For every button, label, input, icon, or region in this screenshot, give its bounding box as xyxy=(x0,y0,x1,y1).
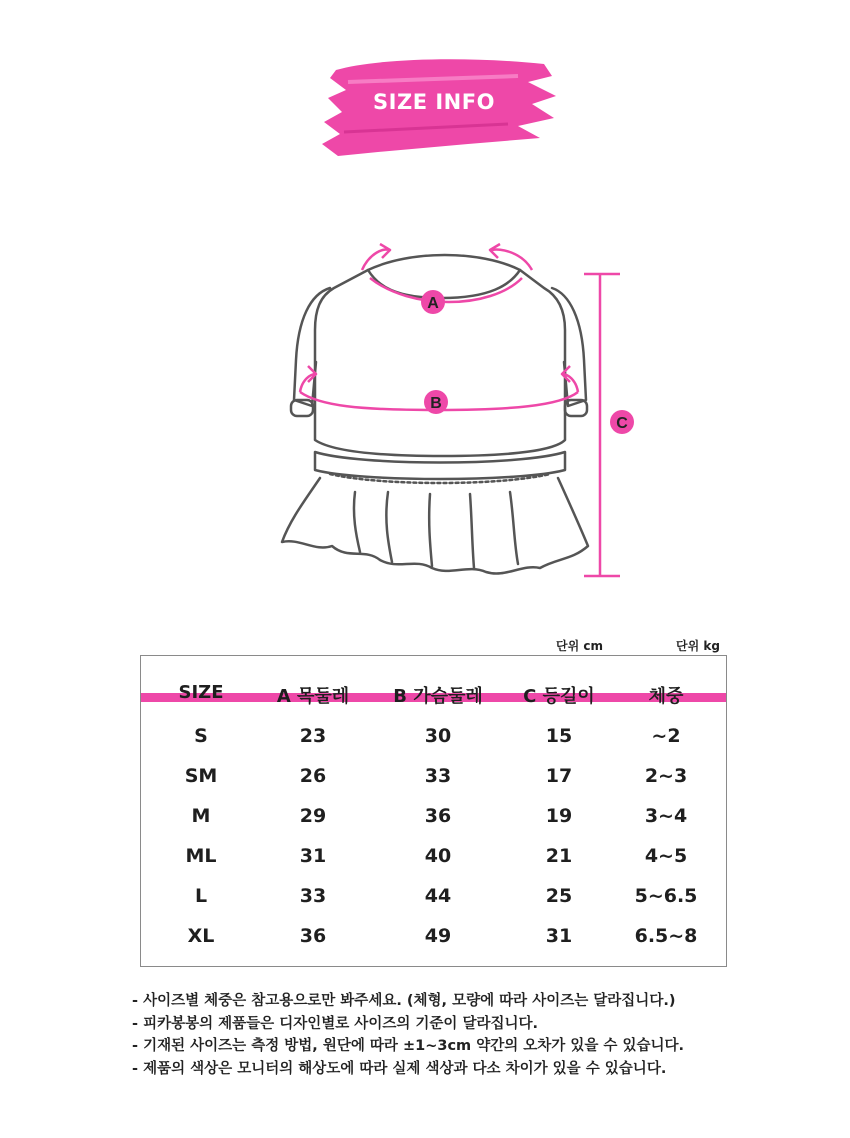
cell-chest: 40 xyxy=(424,845,452,867)
table-row xyxy=(141,925,726,949)
cell-chest: 44 xyxy=(424,885,452,907)
cell-chest: 36 xyxy=(424,805,452,827)
cell-neck: 29 xyxy=(299,805,327,827)
cell-neck: 33 xyxy=(299,885,327,907)
cell-neck: 26 xyxy=(299,765,327,787)
cell-size: L xyxy=(194,885,208,907)
header-size: SIZE xyxy=(178,682,224,703)
unit-kg-label: 단위 kg xyxy=(676,639,720,653)
table-row xyxy=(141,805,726,829)
svg-text:B: B xyxy=(430,395,442,412)
cell-neck: 23 xyxy=(299,725,327,747)
cell-length: 31 xyxy=(545,925,573,947)
cell-length: 25 xyxy=(545,885,573,907)
table-header-row xyxy=(141,682,726,706)
cell-size: M xyxy=(191,805,211,827)
cell-neck: 36 xyxy=(299,925,327,947)
table-row xyxy=(141,725,726,749)
header-weight: 체중 xyxy=(648,686,684,707)
cell-weight: 3~4 xyxy=(644,805,688,827)
table-row xyxy=(141,885,726,909)
table-row xyxy=(141,845,726,869)
cell-weight: 4~5 xyxy=(644,845,688,867)
note-color-difference: - 제품의 색상은 모니터의 해상도에 따라 실제 색상과 다소 차이가 있을 수 있습니다. xyxy=(132,1060,667,1077)
cell-size: XL xyxy=(187,925,215,947)
header-a-neck: A 목둘레 xyxy=(276,686,350,707)
cell-weight: 2~3 xyxy=(644,765,688,787)
cell-weight: ~2 xyxy=(651,725,681,747)
marker-a xyxy=(421,290,445,314)
cell-neck: 31 xyxy=(299,845,327,867)
svg-text:A: A xyxy=(427,295,439,312)
cell-length: 15 xyxy=(545,725,573,747)
cell-chest: 33 xyxy=(424,765,452,787)
note-weight-reference: - 사이즈별 체중은 참고용으로만 봐주세요. (체형, 모량에 따라 사이즈는 달라집니다.) xyxy=(132,993,676,1009)
marker-b xyxy=(424,390,448,414)
dress-illustration xyxy=(260,230,660,600)
size-notes xyxy=(132,990,832,1080)
cell-length: 21 xyxy=(545,845,573,867)
svg-text:C: C xyxy=(616,415,628,432)
marker-c xyxy=(610,410,634,434)
cell-size: SM xyxy=(184,765,218,787)
note-design-standard: - 피카봉봉의 제품들은 디자인별로 사이즈의 기준이 달라집니다. xyxy=(132,1015,538,1032)
cell-chest: 49 xyxy=(424,925,452,947)
size-table xyxy=(140,655,727,967)
header-c-length: C 등길이 xyxy=(523,686,595,707)
note-measurement-error: - 기재된 사이즈는 측정 방법, 원단에 따라 ±1~3cm 약간의 오차가 있을 수 있습니다. xyxy=(132,1038,684,1054)
cell-length: 17 xyxy=(545,765,573,787)
banner-title: SIZE INFO xyxy=(373,90,495,114)
cell-length: 19 xyxy=(545,805,573,827)
cell-size: ML xyxy=(185,845,217,867)
header-b-chest: B 가슴둘레 xyxy=(393,686,483,707)
unit-cm-label: 단위 cm xyxy=(556,639,603,653)
table-row xyxy=(141,765,726,789)
cell-chest: 30 xyxy=(424,725,452,747)
cell-size: S xyxy=(194,725,208,747)
cell-weight: 5~6.5 xyxy=(634,885,698,907)
cell-weight: 6.5~8 xyxy=(634,925,698,947)
